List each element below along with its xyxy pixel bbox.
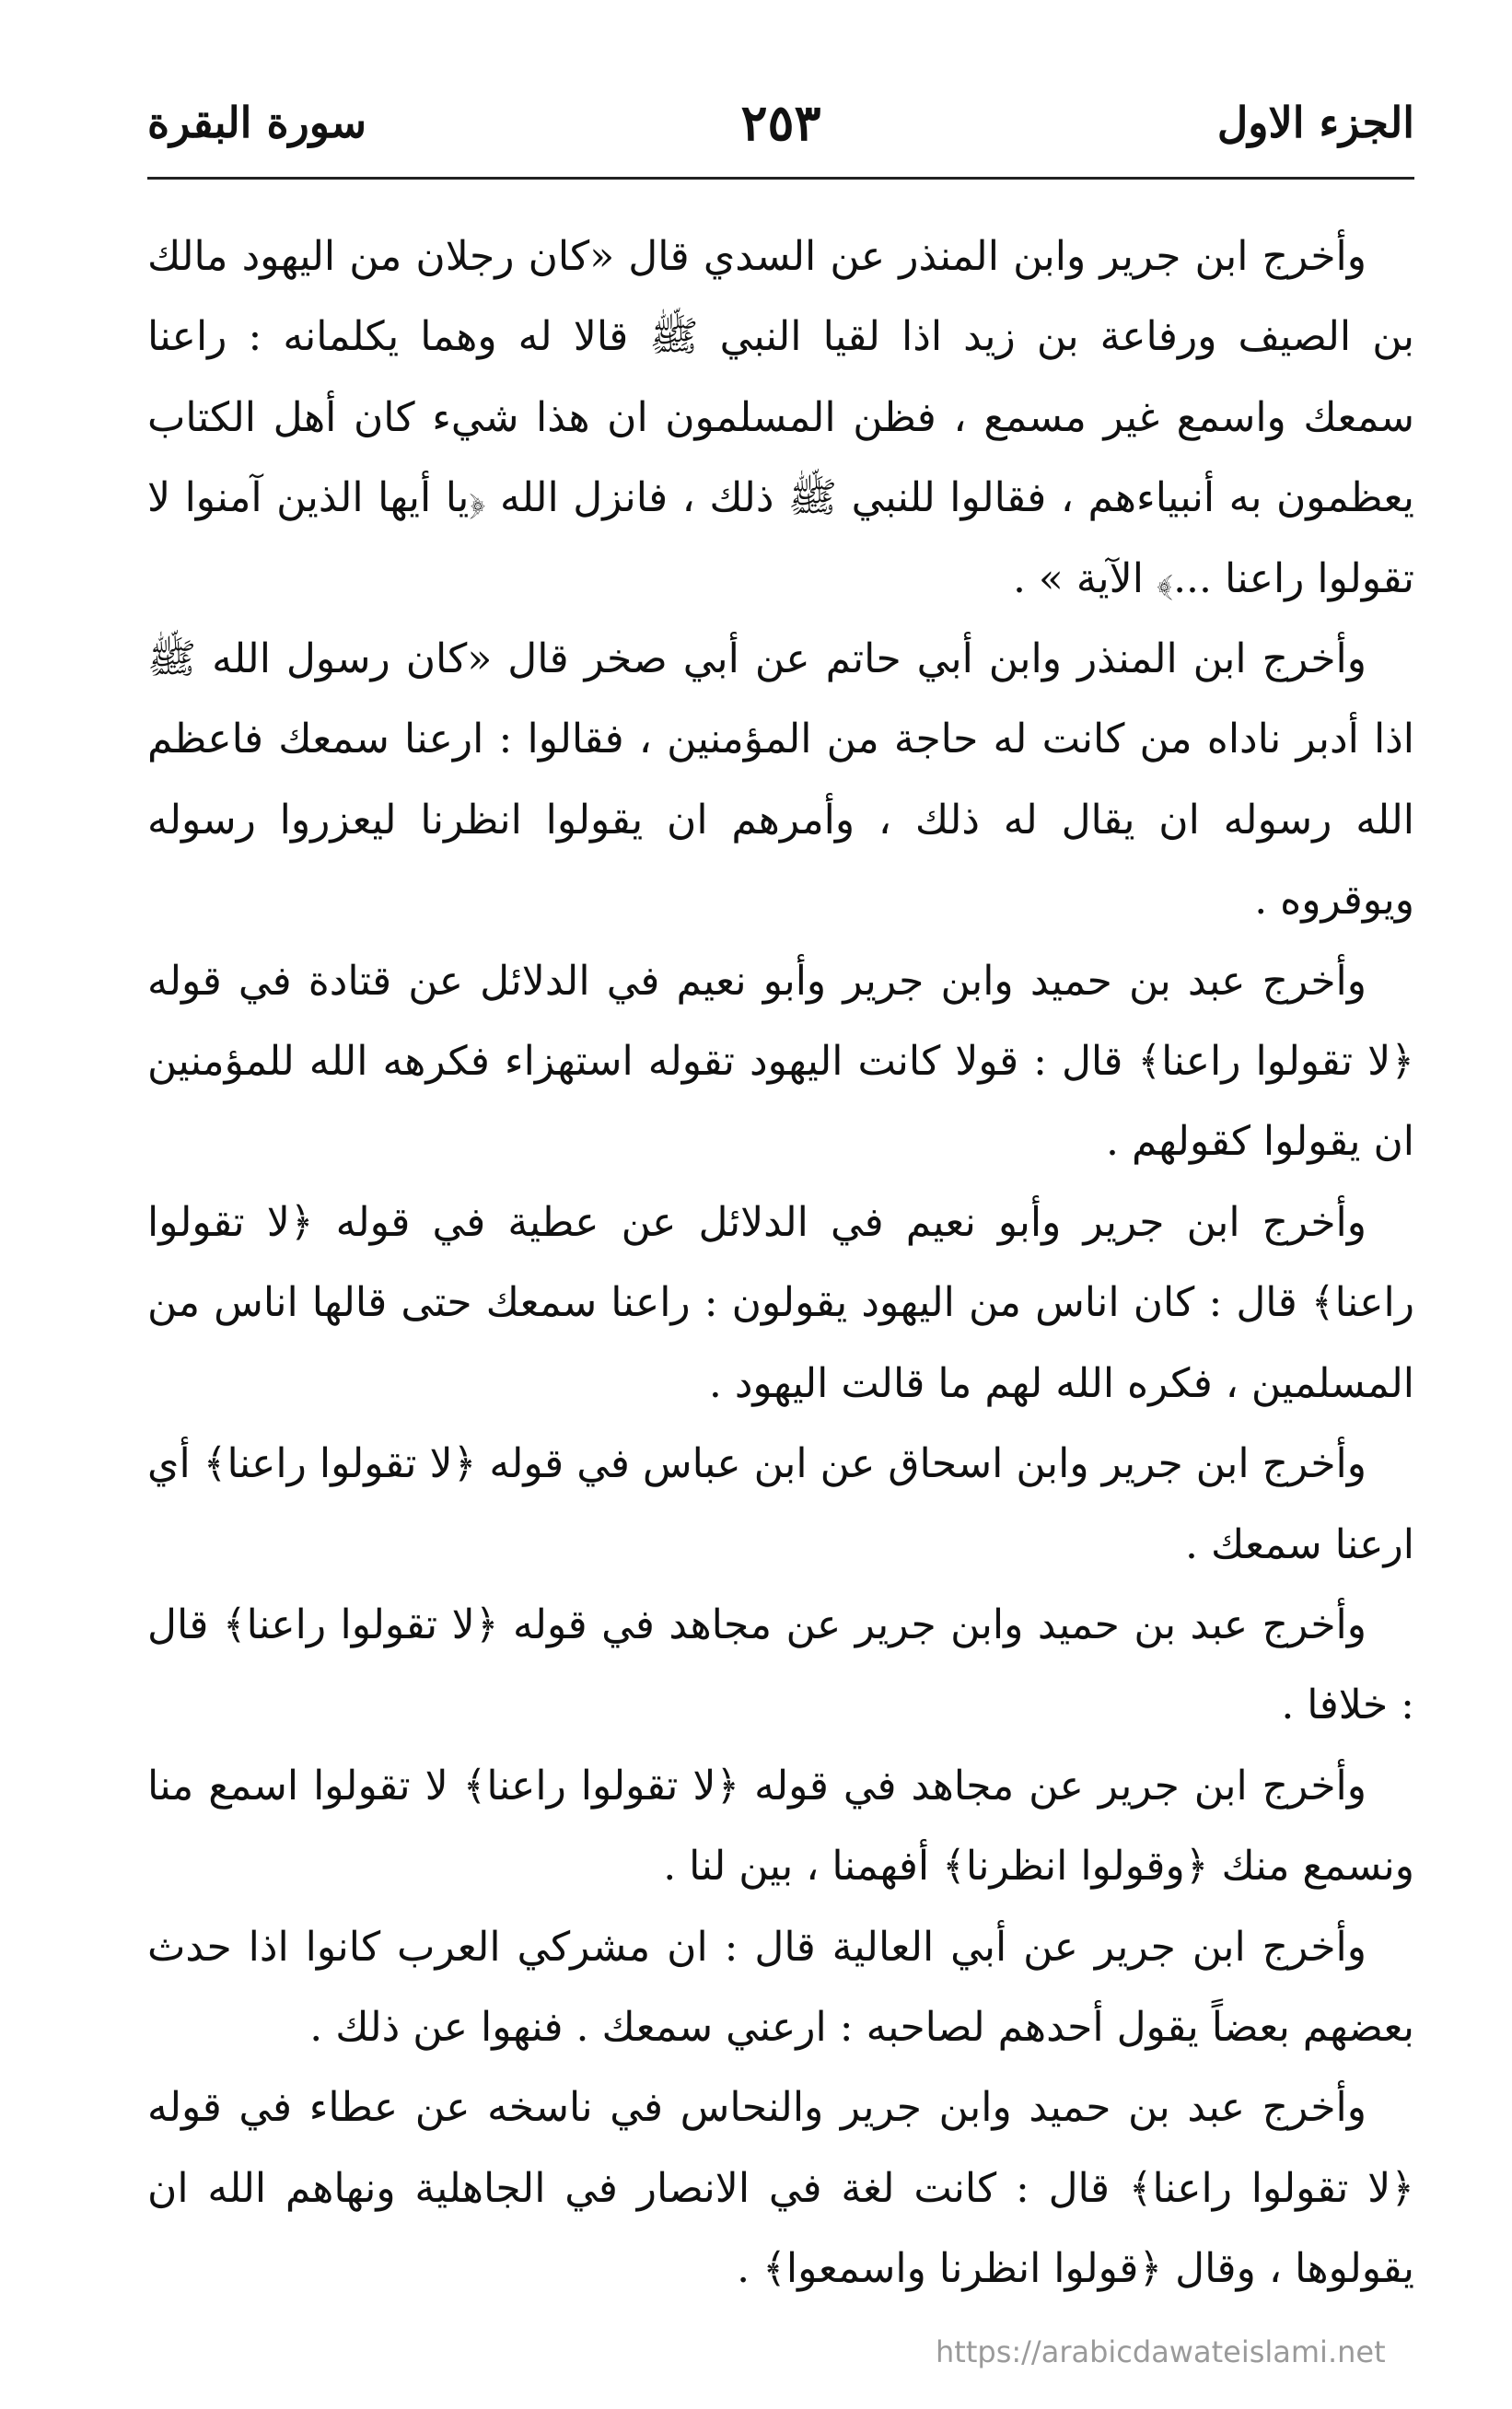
source-watermark: https://arabicdawateislami.net [936,2334,1386,2369]
paragraph: وأخرج ابن جرير وابن المنذر عن السدي قال «كان رجلان من اليهود مالك بن الصيف ورفاعة بن زيد اذا لقيا النبي ﷺ قالا له وهما يكلمانه : راعنا سمعك واسمع غير مسمع ، فظن المسلمون ان هذا شيء كان أهل الكتاب يعظمون به أنبياءهم ، فقالوا للنبي ﷺ ذلك ، فانزل الله ﴿يا أيها الذين آمنوا لا تقولوا راعنا ...﴾ الآية » . [147,233,1414,602]
paragraph: وأخرج ابن جرير وأبو نعيم في الدلائل عن عطية في قوله ﴿لا تقولوا راعنا﴾ قال : كان اناس من اليهود يقولون : راعنا سمعك حتى قالها اناس من المسلمين ، فكره الله لهم ما قالت اليهود . [147,1198,1414,1407]
paragraph: وأخرج عبد بن حميد وابن جرير وأبو نعيم في الدلائل عن قتادة في قوله ﴿لا تقولوا راعنا﴾ قال : قولا كانت اليهود تقوله استهزاء فكرهه الله للمؤمنين ان يقولوا كقولهم . [147,957,1414,1166]
paragraph: وأخرج ابن جرير عن مجاهد في قوله ﴿لا تقولوا راعنا﴾ لا تقولوا اسمع منا ونسمع منك ﴿وقولوا انظرنا﴾ أفهمنا ، بين لنا . [147,1762,1414,1891]
page-header [147,81,1414,164]
paragraph: وأخرج عبد بن حميد وابن جرير عن مجاهد في قوله ﴿لا تقولوا راعنا﴾ قال : خلافا . [147,1600,1414,1729]
paragraph: وأخرج ابن جرير وابن اسحاق عن ابن عباس في قوله ﴿لا تقولوا راعنا﴾ أي ارعنا سمعك . [147,1440,1414,1568]
page-body [147,216,1414,2298]
paragraph: وأخرج ابن جرير عن أبي العالية قال : ان مشركي العرب كانوا اذا حدث بعضهم بعضاً يقول أحدهم لصاحبه : ارعني سمعك . فنهوا عن ذلك . [147,1923,1414,2051]
paragraph: وأخرج ابن المنذر وابن أبي حاتم عن أبي صخر قال «كان رسول الله ﷺ اذا أدبر ناداه من كانت له حاجة من المؤمنين ، فقالوا : ارعنا سمعك فاعظم الله رسوله ان يقال له ذلك ، وأمرهم ان يقولوا انظرنا ليعزروا رسوله ويوقروه . [147,635,1414,925]
page-number: ٢٥٣ [740,93,821,152]
header-divider [147,177,1414,180]
surah-title: سورة البقرة [147,98,367,147]
paragraph: وأخرج عبد بن حميد وابن جرير والنحاس في ناسخه عن عطاء في قوله ﴿لا تقولوا راعنا﴾ قال : كانت لغة في الانصار في الجاهلية ونهاهم الله ان يقولوها ، وقال ﴿قولوا انظرنا واسمعوا﴾ . [147,2084,1414,2293]
part-title: الجزء الاول [1216,98,1414,147]
